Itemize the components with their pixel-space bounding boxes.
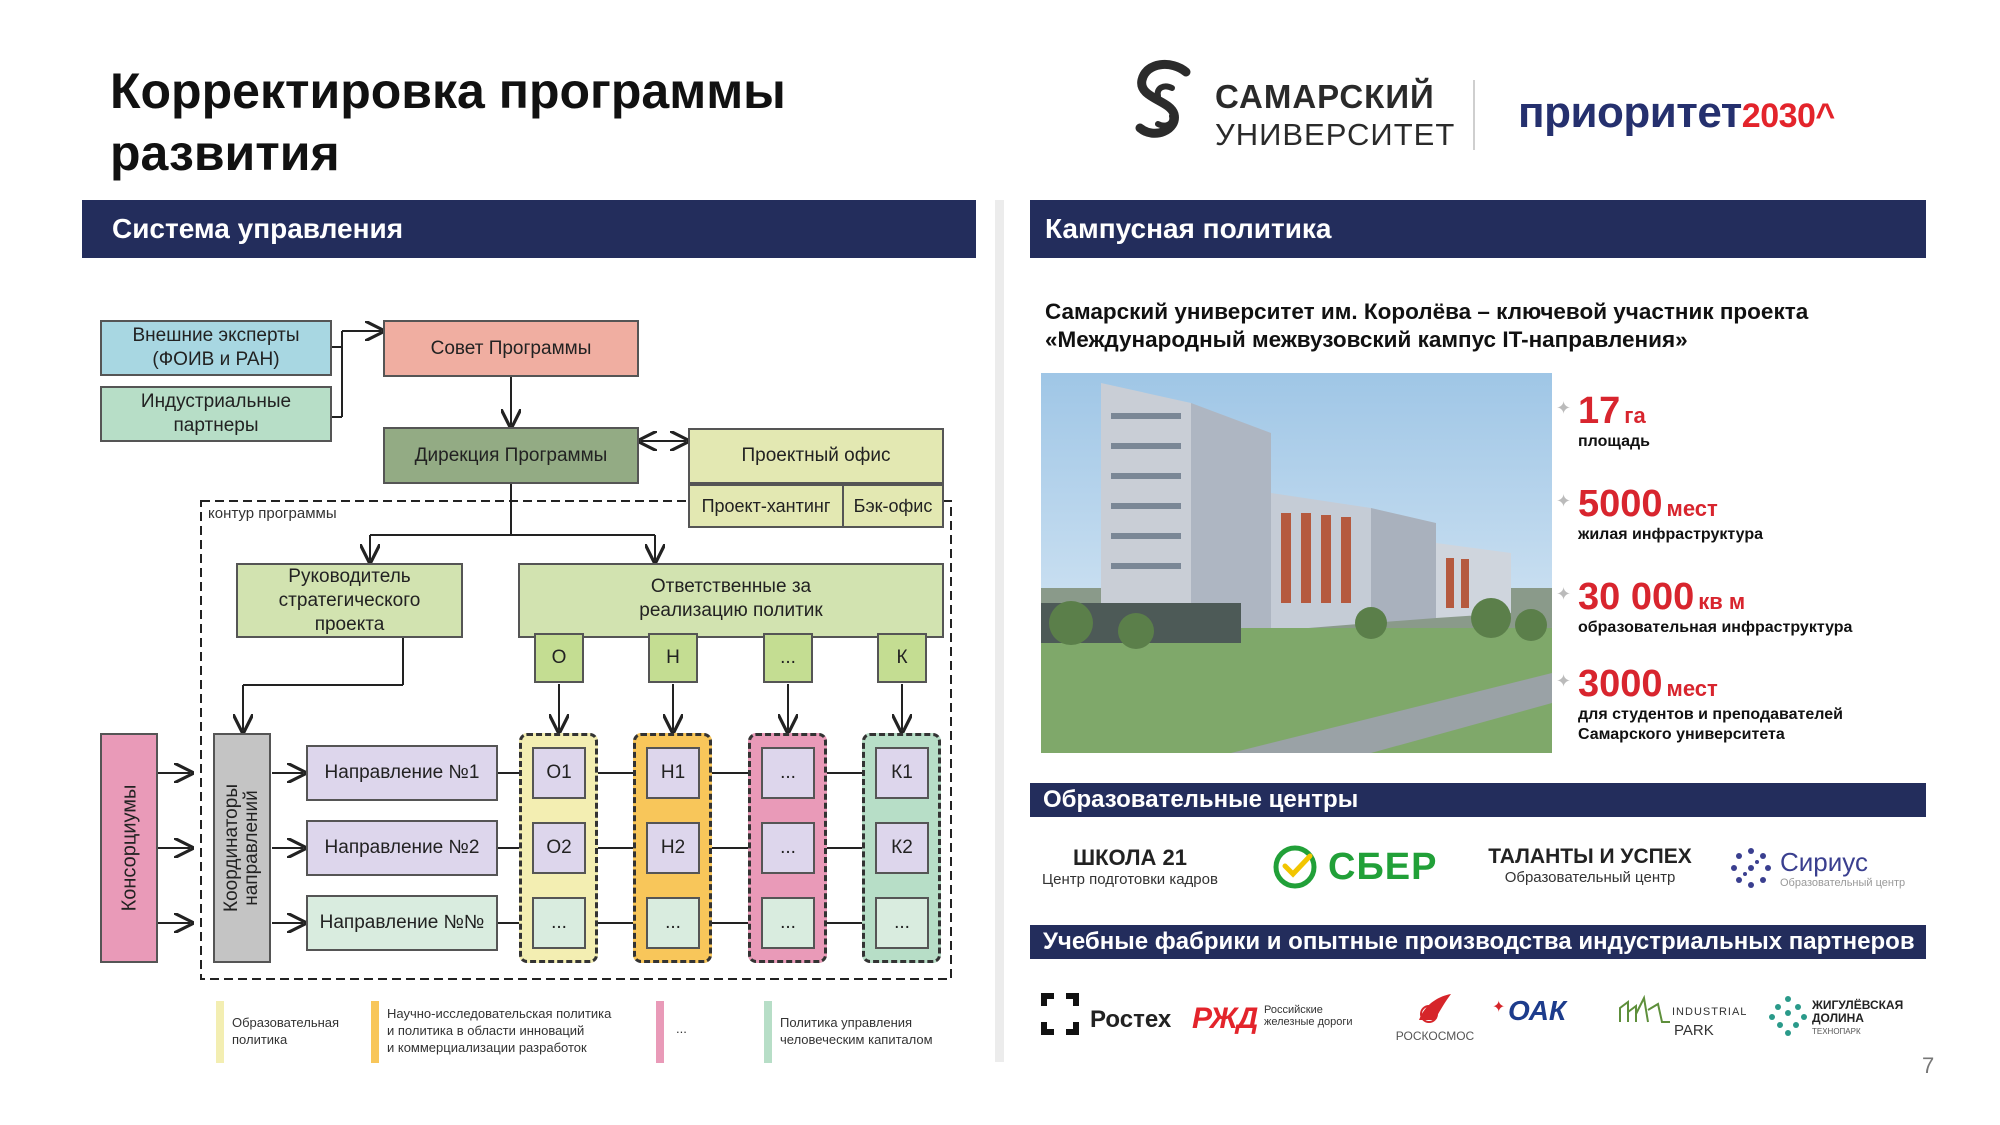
zhig-name: ЖИГУЛЁВСКАЯ ДОЛИНА: [1812, 998, 1904, 1025]
headhunting-box: Проект-хантинг: [688, 484, 844, 528]
oak-logo: [1492, 995, 1597, 1045]
rzd-sub: Российские железные дороги: [1264, 1004, 1353, 1028]
park-label: PARK: [1674, 1022, 1714, 1039]
factories-header: Учебные фабрики и опытные производства индустриальных партнеров: [1030, 925, 1926, 959]
stat-area-value: 17: [1578, 390, 1621, 432]
sber-name: СБЕР: [1328, 846, 1438, 888]
campus-policy-header: Кампусная политика: [1030, 200, 1926, 258]
policy-code-k: К: [877, 633, 927, 683]
coordinators-label: Координаторы направлений: [221, 784, 263, 912]
oak-name: ОАК: [1508, 995, 1567, 1026]
policy-responsibles-box: Ответственные за реализацию политик: [518, 563, 944, 638]
roscosmos-emblem-icon: [1415, 990, 1455, 1024]
stat-housing-desc: жилая инфраструктура: [1578, 526, 1763, 543]
stat-area-desc: площадь: [1578, 433, 1650, 450]
edu-centers-header: Образовательные центры: [1030, 783, 1926, 817]
stat-education-space-unit: кв м: [1698, 589, 1746, 614]
backoffice-box: Бэк-офис: [842, 484, 944, 528]
sparkle-icon: ✦: [1556, 671, 1572, 691]
program-contour-label: контур программы: [208, 505, 337, 522]
legend-education: Образовательная политика: [232, 1015, 340, 1047]
rostec-name: Ростех: [1090, 1006, 1172, 1033]
stat-places-unit: мест: [1666, 676, 1718, 701]
stat-area: [1556, 390, 1958, 452]
school21-logo: [1030, 845, 1230, 888]
stat-places-desc: для студентов и преподавателей Самарского университета: [1578, 706, 1843, 743]
priority-2030-logo: [1518, 88, 1835, 138]
cell-x3: ...: [761, 897, 815, 949]
industrial-partners-box: Индустриальные партнеры: [100, 386, 332, 442]
project-office-box: Проектный офис: [688, 428, 944, 484]
priority-year: 2030^: [1741, 97, 1835, 135]
roscosmos-name: РОСКОСМОС: [1395, 1029, 1475, 1043]
cell-x1: ...: [761, 747, 815, 799]
cell-o2: О2: [532, 822, 586, 874]
roscosmos-logo: [1390, 990, 1480, 1046]
zhig-dots-icon: [1766, 993, 1810, 1037]
stat-places: [1556, 663, 1958, 745]
logo-divider: [1473, 80, 1475, 150]
school21-sub: Центр подготовки кадров: [1042, 871, 1218, 888]
stat-housing: [1556, 483, 1958, 545]
rostec-logo: [1040, 992, 1180, 1042]
policy-code-n: Н: [648, 633, 698, 683]
priority-word: приоритет: [1518, 88, 1742, 137]
sparkle-icon: ✦: [1556, 584, 1572, 604]
sirius-logo: [1728, 845, 1928, 895]
industrial-label: INDUSTRIAL: [1672, 1006, 1748, 1018]
sirius-sub: Образовательный центр: [1780, 877, 1906, 889]
zhig-sub: ТЕХНОПАРК: [1812, 1027, 1861, 1036]
cell-n1: Н1: [646, 747, 700, 799]
cell-k3: ...: [875, 897, 929, 949]
legend-swatch-education: [216, 1001, 224, 1063]
legend-research: Научно-исследовательская политика и политика в области инноваций и коммерциализации разработок: [387, 1006, 612, 1055]
legend-swatch-human-capital: [764, 1001, 772, 1063]
campus-building-image: [1041, 373, 1552, 753]
rzd-mark: РЖД: [1192, 1002, 1258, 1035]
industrial-park-logo: [1618, 990, 1748, 1044]
stat-area-unit: га: [1624, 403, 1646, 428]
coordinators-box: [213, 733, 271, 963]
sirius-dots-icon: [1728, 845, 1774, 891]
sber-check-icon: [1272, 844, 1318, 890]
legend-swatch-other: [656, 1001, 664, 1063]
program-directorate-box: Дирекция Программы: [383, 427, 639, 484]
campus-project-title: Самарский университет им. Королёва – ключевой участник проекта «Международный межвузовский кампус IT-направления»: [1045, 299, 1809, 352]
cell-n2: Н2: [646, 822, 700, 874]
page-title: Корректировка программы развития: [110, 63, 786, 181]
stat-education-space: [1556, 576, 1958, 638]
oak-star-icon: ✦: [1492, 999, 1506, 1016]
external-experts-box: Внешние эксперты (ФОИВ и РАН): [100, 320, 332, 376]
talents-name: ТАЛАНТЫ И УСПЕХ: [1488, 845, 1692, 868]
direction-2-box: Направление №2: [306, 820, 498, 876]
cell-o1: О1: [532, 747, 586, 799]
consortia-box: [100, 733, 158, 963]
cell-k2: К2: [875, 822, 929, 874]
school21-name: ШКОЛА 21: [1072, 845, 1187, 870]
strategic-project-lead-box: Руководитель стратегического проекта: [236, 563, 463, 638]
legend-other: ...: [676, 1021, 687, 1036]
program-council-box: Совет Программы: [383, 320, 639, 377]
sber-logo: [1272, 842, 1472, 892]
samara-logo-line2: УНИВЕРСИТЕТ: [1215, 117, 1456, 152]
rostec-frame-icon: [1040, 992, 1080, 1036]
consortia-label: Консорциумы: [118, 784, 141, 912]
direction-1-box: Направление №1: [306, 745, 498, 801]
samara-logo-line1: САМАРСКИЙ: [1215, 78, 1435, 115]
direction-n-box: Направление №№: [306, 895, 498, 951]
sparkle-icon: ✦: [1556, 398, 1572, 418]
cell-o3: ...: [532, 897, 586, 949]
policy-code-o: О: [534, 633, 584, 683]
factory-skyline-icon: [1618, 992, 1672, 1024]
page-number: 7: [1922, 1053, 1935, 1078]
sirius-name: Сириус: [1780, 847, 1868, 877]
stat-education-space-desc: образовательная инфраструктура: [1578, 619, 1853, 636]
stat-education-space-value: 30 000: [1578, 576, 1695, 618]
stat-housing-value: 5000: [1578, 483, 1663, 525]
legend-human-capital: Политика управления человеческим капиталом: [780, 1015, 933, 1047]
cell-n3: ...: [646, 897, 700, 949]
sparkle-icon: ✦: [1556, 491, 1572, 511]
zhigulevskaya-valley-logo: [1766, 993, 1926, 1043]
rzd-logo: [1192, 1000, 1382, 1040]
stat-places-value: 3000: [1578, 663, 1663, 705]
cell-k1: К1: [875, 747, 929, 799]
legend-swatch-research: [371, 1001, 379, 1063]
talents-logo: [1485, 845, 1695, 886]
management-system-header: Система управления: [82, 200, 976, 258]
stat-housing-unit: мест: [1666, 496, 1718, 521]
policy-code-more: ...: [763, 633, 813, 683]
talents-sub: Образовательный центр: [1504, 869, 1676, 886]
samara-university-logo-icon: [1128, 58, 1202, 154]
cell-x2: ...: [761, 822, 815, 874]
